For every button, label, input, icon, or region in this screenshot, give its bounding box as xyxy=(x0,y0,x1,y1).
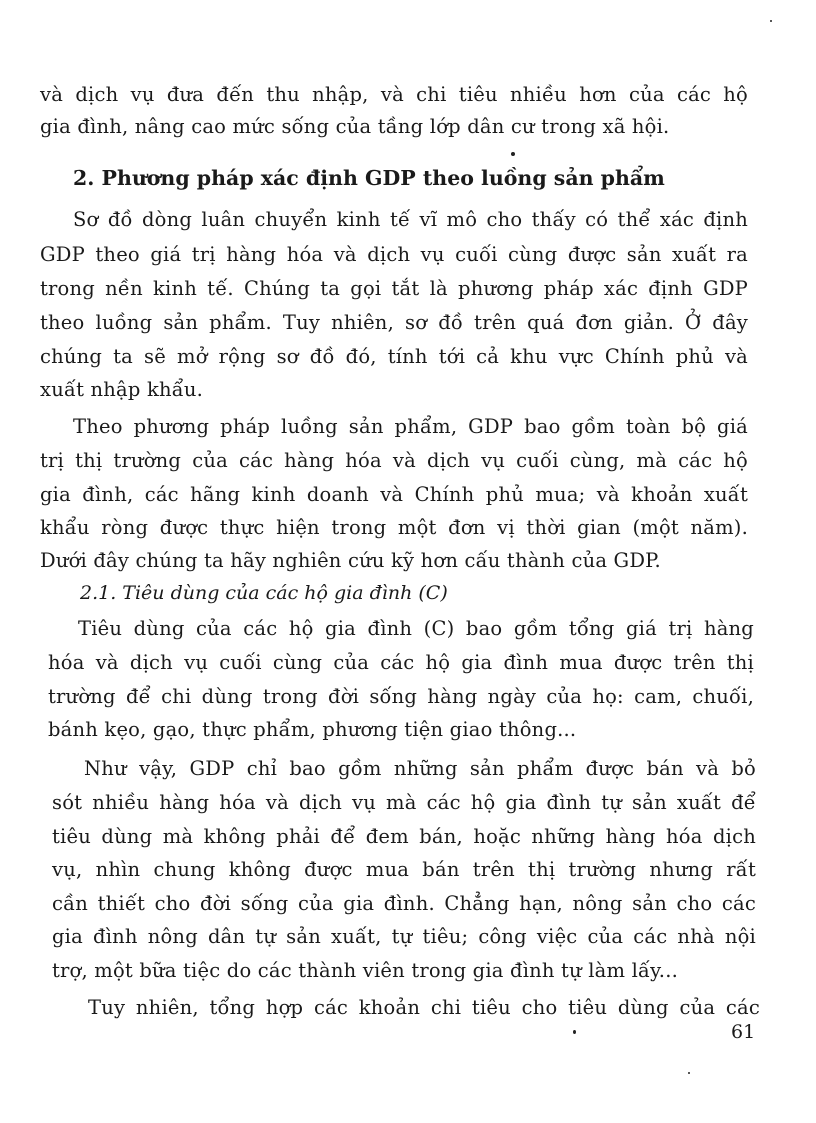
section-p1-line-4: theo luồng sản phẩm. Tuy nhiên, sơ đồ trên quá đơn giản. Ở đây xyxy=(40,311,748,334)
section-heading: 2. Phương pháp xác định GDP theo luồng sản phẩm xyxy=(73,166,665,190)
subsection-p2-line-1: Như vậy, GDP chỉ bao gồm những sản phẩm được bán và bỏ xyxy=(84,757,756,780)
section-p1-line-3: trong nền kinh tế. Chúng ta gọi tắt là phương pháp xác định GDP xyxy=(40,277,748,300)
section-p1-line-2: GDP theo giá trị hàng hóa và dịch vụ cuối cùng được sản xuất ra xyxy=(40,243,748,266)
section-p2-line-1: Theo phương pháp luồng sản phẩm, GDP bao gồm toàn bộ giá xyxy=(73,415,748,438)
subsection-p3-line-1: Tuy nhiên, tổng hợp các khoản chi tiêu cho tiêu dùng của các xyxy=(88,996,760,1019)
scan-speck xyxy=(511,152,515,156)
scan-speck xyxy=(688,1072,690,1074)
section-p2-line-4: khẩu ròng được thực hiện trong một đơn vị thời gian (một năm). xyxy=(40,516,748,539)
section-p1-line-5: chúng ta sẽ mở rộng sơ đồ đó, tính tới cả khu vực Chính phủ và xyxy=(40,345,748,368)
subsection-heading: 2.1. Tiêu dùng của các hộ gia đình (C) xyxy=(80,582,448,604)
subsection-p1-line-1: Tiêu dùng của các hộ gia đình (C) bao gồm tổng giá trị hàng xyxy=(78,617,754,640)
scan-speck xyxy=(573,1030,576,1034)
subsection-p2-line-6: gia đình nông dân tự sản xuất, tự tiêu; công việc của các nhà nội xyxy=(52,925,756,948)
scan-speck xyxy=(770,20,772,22)
subsection-p1-line-3: trường để chi dùng trong đời sống hàng ngày của họ: cam, chuối, xyxy=(48,685,754,708)
subsection-p2-line-4: vụ, nhìn chung không được mua bán trên thị trường nhưng rất xyxy=(52,858,756,881)
subsection-p1-line-4: bánh kẹo, gạo, thực phẩm, phương tiện giao thông... xyxy=(48,718,577,741)
subsection-p2-line-3: tiêu dùng mà không phải để đem bán, hoặc những hàng hóa dịch xyxy=(52,825,756,848)
section-p2-line-3: gia đình, các hãng kinh doanh và Chính phủ mua; và khoản xuất xyxy=(40,483,748,506)
intro-line-1: và dịch vụ đưa đến thu nhập, và chi tiêu nhiều hơn của các hộ xyxy=(40,83,748,106)
intro-line-2: gia đình, nâng cao mức sống của tầng lớp dân cư trong xã hội. xyxy=(40,115,670,138)
subsection-p2-line-2: sót nhiều hàng hóa và dịch vụ mà các hộ gia đình tự sản xuất để xyxy=(52,791,756,814)
page-number: 61 xyxy=(731,1021,756,1043)
subsection-p2-line-5: cần thiết cho đời sống của gia đình. Chẳng hạn, nông sản cho các xyxy=(52,892,756,915)
section-p2-line-5: Dưới đây chúng ta hãy nghiên cứu kỹ hơn cấu thành của GDP. xyxy=(40,549,661,572)
section-p1-line-1: Sơ đồ dòng luân chuyển kinh tế vĩ mô cho thấy có thể xác định xyxy=(73,208,748,231)
subsection-p2-line-7: trợ, một bữa tiệc do các thành viên trong gia đình tự làm lấy... xyxy=(52,959,679,982)
section-p1-line-6: xuất nhập khẩu. xyxy=(40,378,204,401)
subsection-p1-line-2: hóa và dịch vụ cuối cùng của các hộ gia đình mua được trên thị xyxy=(48,651,754,674)
section-p2-line-2: trị thị trường của các hàng hóa và dịch vụ cuối cùng, mà các hộ xyxy=(40,449,748,472)
